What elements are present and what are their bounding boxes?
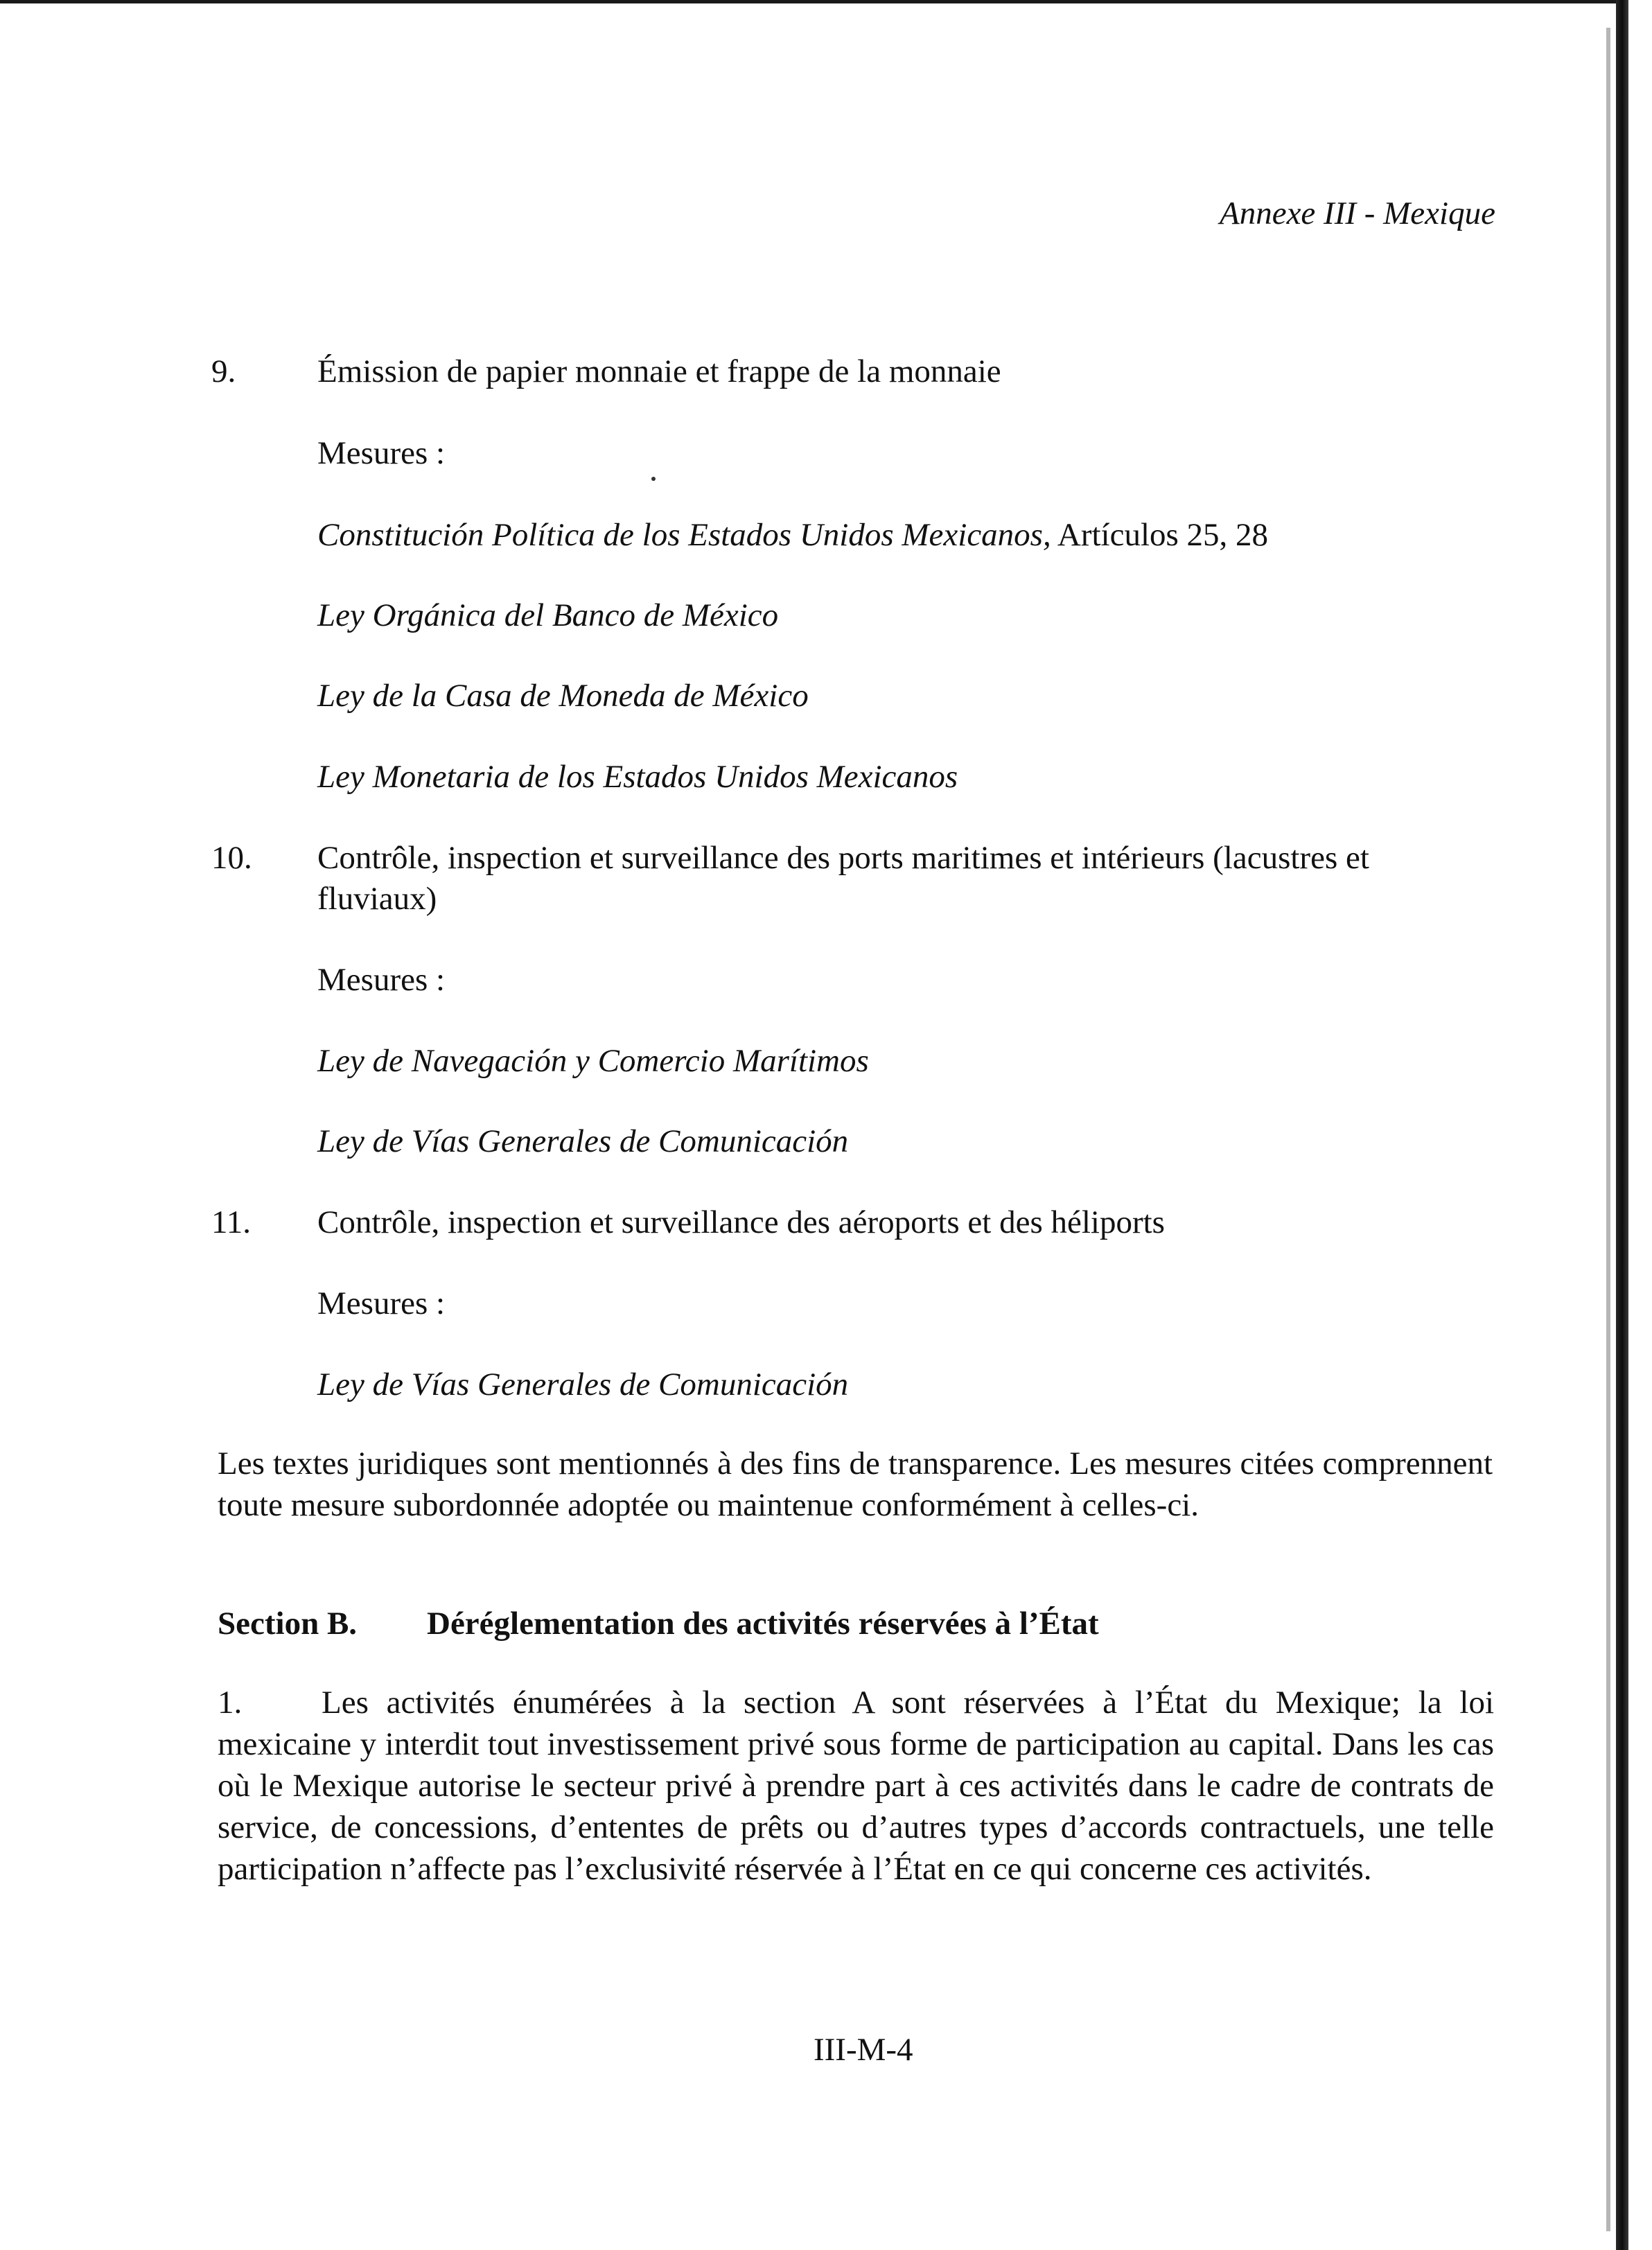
law-vias-generales-10: Ley de Vías Generales de Comunicación: [317, 1123, 849, 1159]
scan-top-edge: [0, 0, 1622, 3]
item-title-11: Contrôle, inspection et surveillance des aéroports et des héliports: [317, 1204, 1165, 1240]
law-navegacion: Ley de Navegación y Comercio Marítimos: [317, 1043, 869, 1079]
section-b-paragraph-1: [218, 1682, 1494, 1890]
page-header-annex: Annexe III - Mexique: [1220, 195, 1495, 231]
paragraph-number: 1.: [218, 1685, 243, 1721]
item-title-10-line1: Contrôle, inspection et surveillance des ports maritimes et intérieurs (lacustres et: [317, 840, 1369, 876]
law-articles: Artículos 25, 28: [1051, 517, 1269, 553]
transparency-note: Les textes juridiques sont mentionnés à des fins de transparence. Les mesures citées comprennent toute mesure subordonnée adoptée ou maintenue conformément à celles-ci.: [218, 1445, 1493, 1523]
law-name: Constitución Política de los Estados Unidos Mexicanos,: [317, 517, 1051, 553]
measures-label-9: Mesures :: [317, 435, 446, 471]
law-casa-de-moneda: Ley de la Casa de Moneda de México: [317, 678, 809, 714]
item-title-10-line2: fluviaux): [317, 881, 437, 917]
section-b-label: Section B.: [218, 1606, 358, 1642]
page-number: III-M-4: [814, 2032, 913, 2068]
law-constitucion: [317, 514, 1268, 556]
scan-right-shadow: [1606, 28, 1610, 2231]
law-monetaria: Ley Monetaria de los Estados Unidos Mexicanos: [317, 759, 958, 795]
scan-right-edge: [1616, 0, 1628, 2250]
section-b-title: Déréglementation des activités réservées à l’État: [427, 1606, 1099, 1642]
law-banco-de-mexico: Ley Orgánica del Banco de México: [317, 597, 779, 633]
item-number-10: 10.: [211, 840, 252, 876]
item-number-11: 11.: [211, 1204, 252, 1240]
item-number-9: 9.: [211, 353, 236, 389]
scan-speck: [651, 477, 656, 481]
measures-label-11: Mesures :: [317, 1285, 446, 1321]
law-vias-generales-11: Ley de Vías Generales de Comunicación: [317, 1366, 849, 1403]
measures-label-10: Mesures :: [317, 962, 446, 998]
item-title-9: Émission de papier monnaie et frappe de la monnaie: [317, 353, 1001, 389]
paragraph-text: Les activités énumérées à la section A sont réservées à l’État du Mexique; la loi mexicaine y interdit tout investissement privé sous forme de participation au capital. Dans les cas où le Mexique autorise le secteur privé à prendre part à ces activités dans le cadre de contrats de service, de concessions, d’ententes de prêts ou d’autres types d’accords contractuels, une telle participation n’affecte pas l’exclusivité réservée à l’État en ce qui concerne ces activités.: [218, 1685, 1494, 1887]
